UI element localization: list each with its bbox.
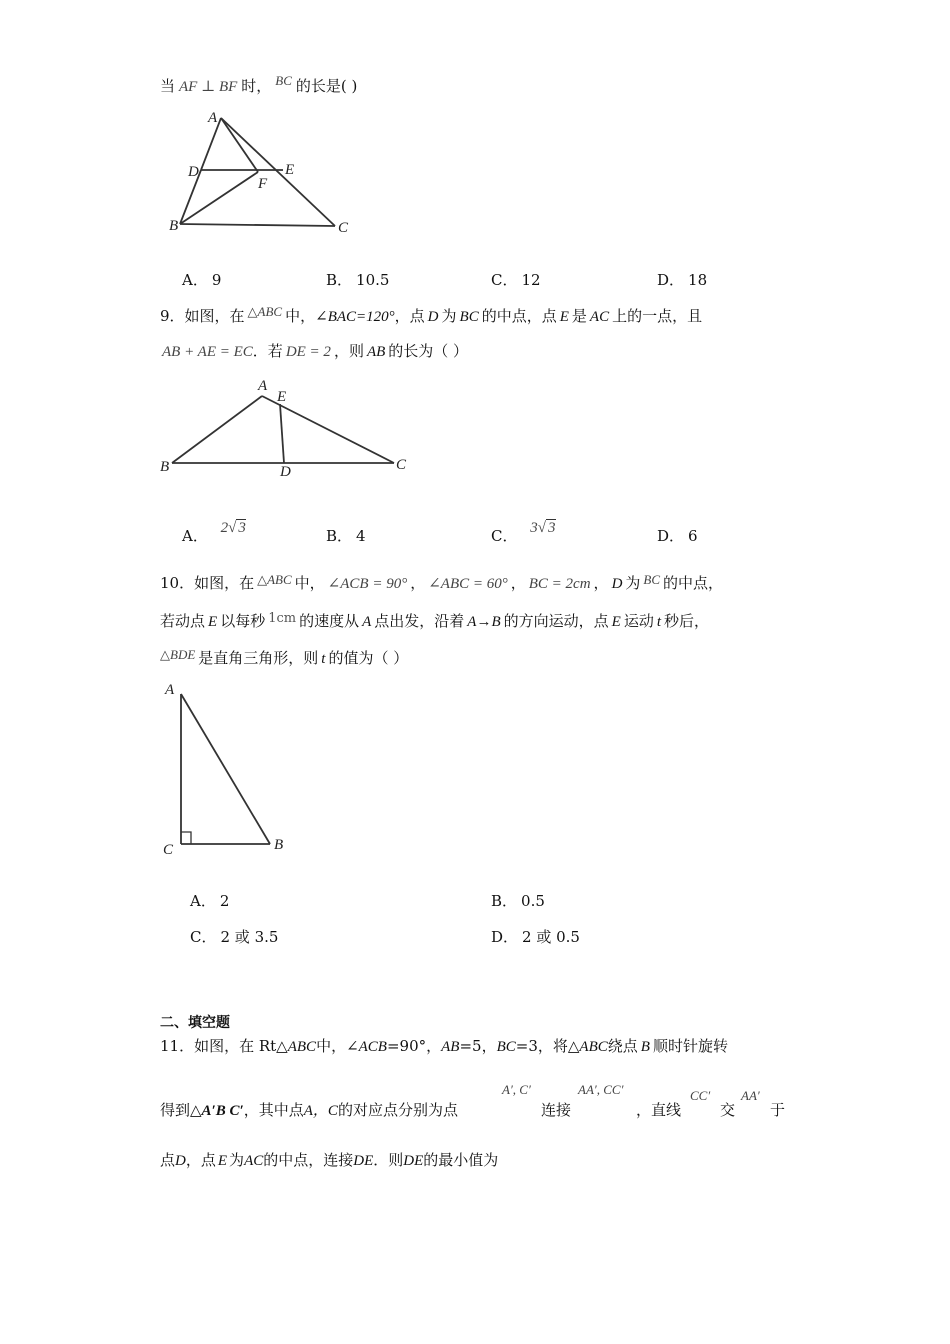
q8-seg-af [221, 118, 258, 172]
q8-prefix: 当 [160, 77, 176, 95]
q11-stem-line1: 11．如图，在 Rt△ABC中，∠ACB=90°，AB=5，BC=3，将△ABC绕点 B 顺时针旋转 [160, 1037, 728, 1055]
q9-equation: AB + AE = EC [162, 344, 253, 360]
q10-option-a[interactable]: A． 2 [190, 892, 230, 910]
q9-angle: ∠BAC=120° [315, 309, 395, 325]
q11-points-prime: A′, C′ [502, 1082, 531, 1097]
q9-stem-line2: AB + AE = EC．若 DE = 2 ，则 AB 的长为（ ） [162, 342, 469, 360]
q10-bc-length: BC = 2cm [528, 576, 591, 592]
q8-bc: BC [275, 73, 292, 88]
q11-stem-line3: 点D，点 E 为AC的中点，连接DE．则DE的最小值为 [160, 1151, 499, 1169]
q11-aa-prime: AA′ [741, 1088, 760, 1103]
q8-side-ac [221, 118, 335, 226]
q8-stem [160, 73, 358, 97]
q8-option-c[interactable]: C． 12 [491, 271, 541, 289]
q9-figure [158, 376, 418, 486]
q8-label-c: C [338, 220, 349, 236]
q10-option-c[interactable]: C． 2 或 3.5 [190, 928, 279, 946]
q10-right-angle-mark [181, 832, 191, 844]
q9-stem-line1: 9．如图，在 △ABC 中，∠BAC=120°，点 D 为 BC 的中点，点 E 是 AC 上的一点，且 [160, 304, 703, 325]
q9-option-a[interactable]: A． 2√ 3 [182, 520, 246, 545]
q9-option-d[interactable]: D． 6 [657, 527, 698, 545]
q10-stem-line1: 10．如图，在 △ABC 中， ∠ACB = 90° ， ∠ABC = 60° ， BC = 2cm ， D 为 BC 的中点， [160, 572, 724, 592]
q8-figure [165, 108, 355, 238]
q8-option-a[interactable]: A． 9 [182, 271, 222, 289]
q8-label-d: D [188, 164, 199, 180]
q8-label-a: A [208, 110, 218, 126]
q9-label-b: B [160, 459, 170, 475]
q9-label-e: E [277, 389, 287, 405]
q9-triangle: △ABC [247, 304, 283, 319]
q8-option-d[interactable]: D． 18 [657, 271, 708, 289]
q9-de-value: DE = 2 [285, 344, 331, 360]
q11-intersect-label: 交 [720, 1101, 736, 1119]
q10-stem-line2: 若动点 E 以每秒 1cm 的速度从 A 点出发，沿着 A→B 的方向运动，点 E 运动 t 秒后， [160, 611, 710, 630]
q10-label-b: B [274, 837, 284, 853]
q11-connect-label: 连接 [541, 1101, 572, 1119]
q10-side-ab [181, 694, 270, 844]
q11-stem-line2-a: 得到△A′B C′，其中点A，C的对应点分别为点 [160, 1101, 458, 1119]
q8-label-e: E [285, 162, 295, 178]
q10-angle-abc: ∠ABC = 60° [428, 576, 508, 592]
q11-at-label: 于 [770, 1101, 786, 1119]
q11-cc-prime: CC′ [690, 1088, 711, 1103]
q11-line-label: ，直线 [636, 1101, 682, 1119]
q8-suffix: 的长是( ) [295, 77, 358, 95]
q8-option-b[interactable]: B． 10.5 [326, 271, 390, 289]
q9-label-d: D [280, 464, 291, 480]
q8-condition: AF ⊥ BF [179, 79, 238, 95]
q10-label-a: A [165, 682, 175, 698]
q8-side-bc [180, 224, 335, 226]
q10-label-c: C [163, 842, 174, 858]
section-heading-fill-in: 二、填空题 [160, 1015, 230, 1031]
q10-option-d[interactable]: D． 2 或 0.5 [491, 928, 580, 946]
q9-option-b[interactable]: B． 4 [326, 527, 366, 545]
q8-when: 时， [241, 77, 272, 95]
q9-option-c[interactable]: C． 3√ 3 [491, 520, 556, 545]
q11-segments-prime: AA′, CC′ [578, 1082, 624, 1097]
q9-seg-ed [280, 404, 284, 463]
q10-option-b[interactable]: B． 0.5 [491, 892, 545, 910]
q10-stem-line3: △BDE 是直角三角形，则 t 的值为（ ） [160, 647, 409, 667]
q10-angle-acb: ∠ACB = 90° [327, 576, 408, 592]
q9-side-ab [172, 396, 262, 463]
q8-label-b: B [169, 218, 179, 234]
q10-figure [160, 678, 300, 863]
q9-label-c: C [396, 457, 407, 473]
q8-label-f: F [258, 176, 268, 192]
q9-label-a: A [258, 378, 268, 394]
